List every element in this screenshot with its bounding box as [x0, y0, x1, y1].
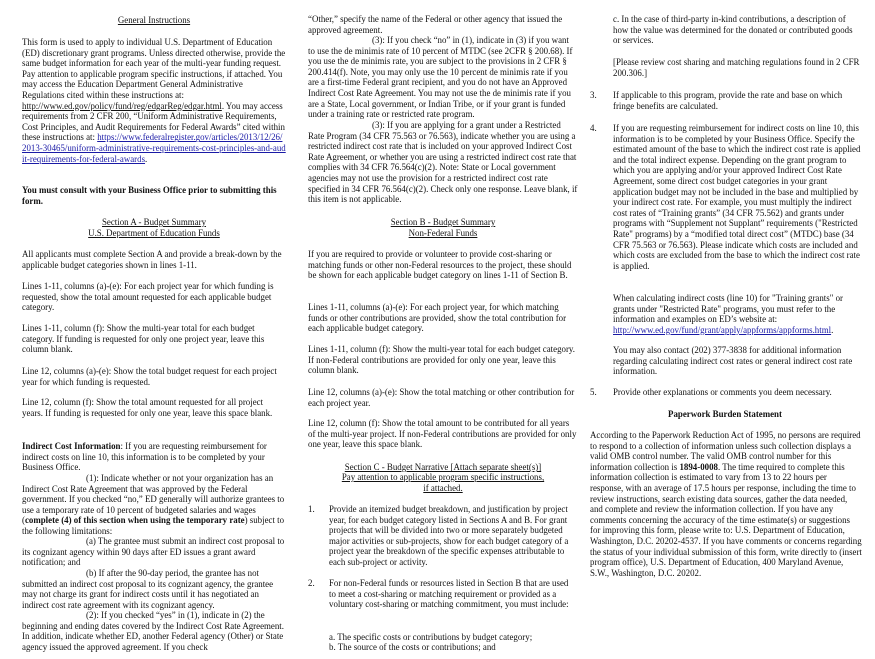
- indirect-cost-text: : If you are requesting reimbursement for indirect costs on line 10, this information is to be completed by your Business Office.: [22, 441, 267, 473]
- indirect-cost-info: [22, 441, 286, 473]
- indirect-cost-label: Indirect Cost Information: [22, 441, 121, 451]
- section-a-all-applicants: All applicants must complete Section A and provide a break-down by the applicable budget categories shown in lines 1-11.: [22, 249, 282, 270]
- section-b-line12-f: Line 12, column (f): Show the total amount to be contributed for all years of the multi-year project. If non-Federal contributions are provided for only one year, leave this space blank.: [308, 418, 577, 450]
- item-text: Provide an itemized budget breakdown, and justification by project year, for each budget category listed in Sections A and B. For grant projects that will be divided into two or more separately budgeted major activities or sub-projects, show for each budget category of a project year the breakdown of the specific expenses attributable to each sub-project or activity.: [329, 504, 569, 567]
- item-number: 4.: [590, 123, 597, 133]
- narrative-sub-a: a. The specific costs or contributions by budget category;: [329, 632, 533, 642]
- indirect-item-b: (b) If after the 90-day period, the grantee has not submitted an indirect cost proposal to its cognizant agency, the grantee may not charge its grant for indirect costs until it has negotiated an indirect cost rate agreement with its cognizant agency.: [22, 568, 274, 610]
- section-a-lines-ae: Lines 1-11, columns (a)-(e): For each project year for which funding is requested, show the total amount requested for each applicable budget category.: [22, 281, 274, 313]
- section-b-subheading: Non-Federal Funds: [408, 228, 478, 238]
- general-instructions-heading: General Instructions: [117, 15, 191, 25]
- intro-text-2: . You may access requirements from 2 CFR 200, “Uniform Administrative Requirements, Cost Principles, and Audit Requirements for Federal Awards” cited within these instructions at:: [22, 100, 285, 143]
- paperwork-burden-heading: Paperwork Burden Statement: [668, 409, 782, 419]
- burden-text: According to the Paperwork Reduction Act of 1995, no persons are required to respond to a collection of information unless such collection displays a valid OMB control number. The valid OMB control number for this information collection is: [590, 430, 861, 472]
- paperwork-burden-statement: [590, 430, 862, 578]
- appforms-link[interactable]: http://www.ed.gov/fund/grant/apply/appforms/appforms.html: [613, 324, 832, 335]
- item-text: If applicable to this program, provide the rate and base on which fringe benefits are calculated.: [613, 90, 843, 111]
- item-number: 5.: [590, 387, 597, 397]
- section-a-line12-f: Line 12, column (f): Show the total amount requested for all project years. If funding is requested for only one year, leave this space blank.: [22, 397, 273, 418]
- section-a-heading: Section A - Budget Summary: [101, 217, 207, 227]
- section-a-lines-f: Lines 1-11, column (f): Show the multi-year total for each budget category. If funding is requested for only one project year, leave this column blank.: [22, 323, 265, 355]
- item-text: If you are requesting reimbursement for indirect costs on line 10, this information is to be completed by your Business Office. Specify the estimated amount of the base to which the indirect cost rate is applied and the total indirect expense. Depending on the grant program to which you are applying and/or your approved Indirect Cost Rate Agreement, some direct cost budget categories in your grant application budget may not be included in the base and multiplied by your indirect cost rate. For example, you must multiply the indirect cost rates of “Training grants” (34 CFR 75.562) and grants under programs with “Supplement not Supplant” requirements ("Restricted Rate" programs) by a “modified total direct cost” (MTDC) base (34 CFR 75.563 or 76.563). Please indicate which costs are included and which costs are excluded from the base to which the indirect cost rate is applied.: [613, 123, 861, 271]
- narrative-item-2: [308, 578, 577, 610]
- item-text: Provide other explanations or comments you deem necessary.: [613, 387, 832, 397]
- item1-text: (1): Indicate whether or not your organization has an Indirect Cost Rate Agreement that was approved by the Federal government. If you checked “no,” ED generally will authorize grantees to use a temporary rate of 10 percent of budgeted salaries and wages (: [22, 473, 285, 526]
- section-b-lines-f: Lines 1-11, column (f): Show the multi-year total for each budget category. If non-Federal contributions are provided for only one year, leave this column blank.: [308, 344, 575, 376]
- item-number: 1.: [308, 504, 315, 514]
- section-c-note: Pay attention to applicable program specific instructions,: [341, 472, 545, 482]
- narrative-sub-c: c. In the case of third-party in-kind contributions, a description of how the value was determined for the donated or contributed goods or services.: [613, 14, 853, 46]
- intro-paragraph: [22, 37, 286, 164]
- contact-note: You may also contact (202) 377-3838 for additional information regarding calculating indirect cost rates or general indirect cost rate information.: [613, 345, 853, 377]
- narrative-item-4: [590, 123, 861, 271]
- narrative-item-3: [590, 90, 861, 111]
- section-a-subheading: U.S. Department of Education Funds: [88, 228, 220, 238]
- item-number: 2.: [308, 578, 315, 588]
- consult-notice: You must consult with your Business Office prior to submitting this form.: [22, 185, 277, 206]
- other-agency-continuation: “Other,” specify the name of the Federal or other agency that issued the approved agreement.: [308, 14, 563, 35]
- intro-text-3: .: [145, 153, 148, 164]
- section-b-lines-ae: Lines 1-11, columns (a)-(e): For each project year, for which matching funds or other contributions are provided, show the total contribution for each applicable budget category.: [308, 302, 567, 334]
- section-c-heading: Section C - Budget Narrative [Attach separate sheet(s)]: [344, 462, 542, 472]
- note-text: When calculating indirect costs (line 10) for "Training grants" or grants under "Restricted Rate" programs, you must refer to the information and examples on ED’s website at:: [613, 293, 843, 325]
- section-b-required: If you are required to provide or volunteer to provide cost-sharing or matching funds or other non-Federal resources to the project, these should be shown for each applicable budget category on lines 1-11 of Section B.: [308, 249, 572, 281]
- section-c-note-2: if attached.: [423, 483, 463, 493]
- item1-bold: complete (4) of this section when using the temporary rate: [24, 515, 245, 526]
- indirect-item-2: (2): If you checked “yes” in (1), indicate in (2) the beginning and ending dates covered by the Indirect Cost Rate Agreement. In addition, indicate whether ED, another Federal agency (Other) or State agency issued the approved agreement. If you check: [22, 610, 284, 652]
- edgar-link[interactable]: http://www.ed.gov/policy/fund/reg/edgarReg/edgar.html: [22, 100, 222, 111]
- item-text: For non-Federal funds or resources listed in Section B that are used to meet a cost-sharing or matching requirement or provided as a voluntary cost-sharing or matching commitment, you must include:: [329, 578, 569, 610]
- narrative-item-1: [308, 504, 577, 568]
- cost-sharing-review-note: [Please review cost sharing and matching regulations found in 2 CFR 200.306.]: [613, 57, 860, 78]
- section-b-heading: Section B - Budget Summary: [390, 217, 496, 227]
- burden-text-2: . The time required to complete this information collection is estimated to vary from 13 to 22 hours per response, with an average of 17.5 hours per response, including the time to review instructions, search existing data sources, gather the data needed, and complete and review the information collection. If you have any comments concerning the accuracy of the time estimate(s) or suggestions for improving this form, please write to: U.S. Department of Education, Washington, D.C. 20202-4537. If you have comments or concerns regarding the status of your individual submission of this form, write directly to (insert program office), U.S. Department of Education, 400 Maryland Avenue, S.W., Washington, D.C. 20202.: [590, 461, 862, 578]
- training-grants-note: [613, 293, 861, 335]
- indirect-item-a: (a) The grantee must submit an indirect cost proposal to its cognizant agency within 90 days after ED issues a grant award notification; and: [22, 536, 285, 568]
- narrative-sub-b: b. The source of the costs or contributions; and: [329, 642, 496, 652]
- section-b-line12-ae: Line 12, columns (a)-(e): Show the total matching or other contribution for each project year.: [308, 387, 575, 408]
- omb-control-number: 1894-0008: [679, 461, 718, 472]
- federal-register-link[interactable]: https://www.federalregister.gov/articles/2013/12/26/2013-30465/uniform-administrative-requirements-cost-principles-and-audit-requirements-for-federal-awards: [22, 132, 286, 164]
- section-a-line12-ae: Line 12, columns (a)-(e): Show the total budget request for each project year for which funding is requested.: [22, 366, 277, 387]
- narrative-item-5: [590, 387, 861, 398]
- item1-text-2: ) subject to the following limitations:: [22, 515, 285, 536]
- indirect-item-3-de-minimis: (3): If you check “no” in (1), indicate in (3) if you want to use the de minimis rate of 10 percent of MTDC (see 2CFR § 200.68). If you use the de minimis rate, you are subject to the provisions in 2 CFR § 200.414(f). Note, you may only use the 10 percent de minimis rate if you are a first-time Federal grant recipient, and you do not have an Approved Indirect Cost Rate Agreement. You may not use the de minimis rate if you are a State, Local government, or Indian Tribe, or if your grant is funded under a training rate or restricted rate program.: [308, 35, 573, 120]
- item-number: 3.: [590, 90, 597, 100]
- indirect-item-1: [22, 473, 286, 537]
- intro-text: This form is used to apply to individual U.S. Department of Education (ED) discretionary grant programs. Unless directed otherwise, provide the same budget information for each year of the multi-year funding request. Pay attention to applicable program specific instructions, if attached. You may access the Education Department General Administrative Regulations cited within these instructions at:: [22, 37, 286, 100]
- note-text-2: .: [831, 324, 834, 335]
- indirect-item-3-restricted: (3): If you are applying for a grant under a Restricted Rate Program (34 CFR 75.563 or 76.563), indicate whether you are using a restricted indirect cost rate that is included on your approved Indirect Cost Rate Agreement, or whether you are using a restricted indirect cost rate that complies with 34 CFR 76.564(c)(2). Note: State or Local government agencies may not use the provision for a restricted indirect cost rate specified in 34 CFR 76.564(c)(2). Check only one response. Leave blank, if this item is not applicable.: [308, 120, 578, 205]
